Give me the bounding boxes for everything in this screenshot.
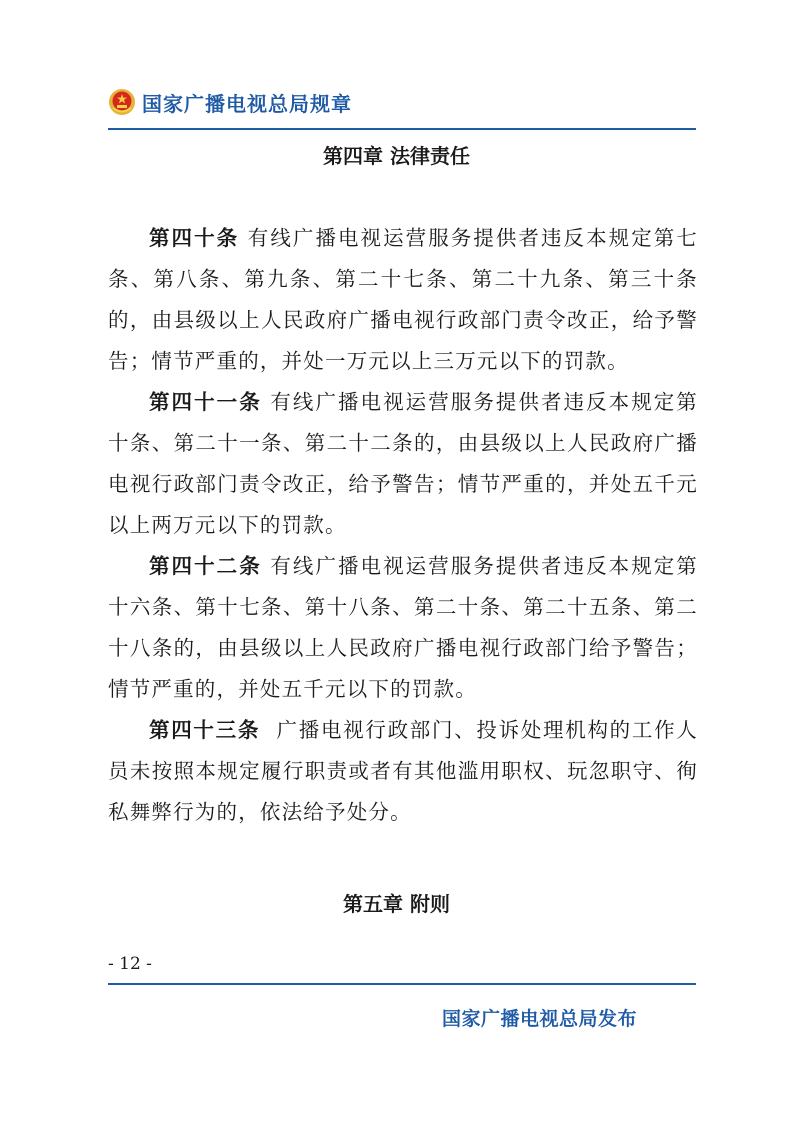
article-number: 第四十条 — [149, 226, 240, 250]
article-40 — [108, 218, 698, 382]
article-42 — [108, 546, 698, 710]
national-emblem-icon — [108, 88, 136, 116]
article-number: 第四十二条 — [149, 554, 262, 578]
chapter-title: 第五章 附则 — [343, 892, 450, 916]
article-number: 第四十一条 — [149, 390, 262, 414]
header-divider — [108, 128, 696, 130]
footer-divider — [108, 983, 696, 985]
article-43 — [108, 710, 698, 833]
article-list — [108, 218, 698, 833]
chapter-title: 第四章 法律责任 — [323, 144, 470, 168]
header-title: 国家广播电视总局规章 — [142, 91, 352, 116]
article-text: 有线广播电视运营服务提供者违反本规定第十条、第二十一条、第二十二条的，由县级以上人民政府广播电视行政部门责令改正，给予警告；情节严重的，并处五千元以上两万元以下的罚款。 — [108, 390, 698, 537]
footer-publisher: 国家广播电视总局发布 — [442, 1008, 638, 1030]
article-text: 有线广播电视运营服务提供者违反本规定第十六条、第十七条、第十八条、第二十条、第二十五条、第二十八条的，由县级以上人民政府广播电视行政部门给予警告；情节严重的，并处五千元以下的罚款。 — [108, 554, 698, 701]
article-text: 广播电视行政部门、投诉处理机构的工作人员未按照本规定履行职责或者有其他滥用职权、玩忽职守、徇私舞弊行为的，依法给予处分。 — [108, 718, 699, 824]
article-text: 有线广播电视运营服务提供者违反本规定第七条、第八条、第九条、第二十七条、第二十九条、第三十条的，由县级以上人民政府广播电视行政部门责令改正，给予警告；情节严重的，并处一万元以上三万元以下的罚款。 — [108, 226, 699, 373]
article-number: 第四十三条 — [149, 718, 261, 742]
page-header — [108, 84, 352, 120]
article-41 — [108, 382, 698, 546]
page-number: - 12 - — [108, 954, 152, 974]
